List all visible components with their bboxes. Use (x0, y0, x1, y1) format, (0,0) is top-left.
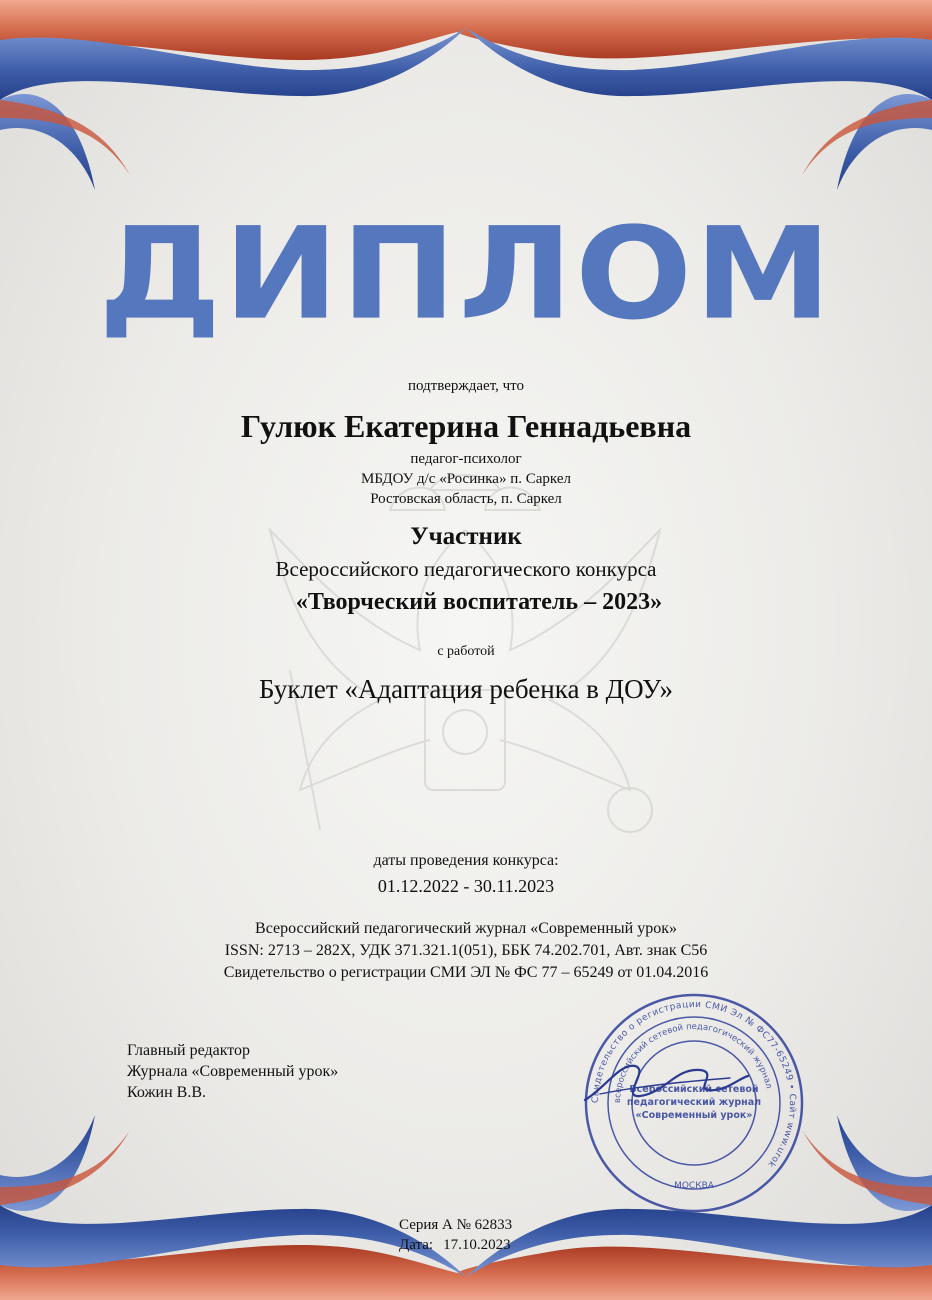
award-status: Участник (410, 523, 522, 550)
editor-signature (580, 1048, 750, 1108)
diploma-title: ДИПЛОМ (98, 199, 834, 348)
journal-name-line: Всероссийский педагогический журнал «Современный урок» (255, 920, 677, 937)
editor-journal: Журнала «Современный урок» (127, 1063, 339, 1080)
contest-name: «Творческий воспитатель – 2023» (295, 589, 663, 615)
top-ribbon-decoration (0, 0, 932, 190)
stamp-center-line1: Всероссийский сетевой (629, 1084, 759, 1095)
contest-description: Всероссийского педагогического конкурса (275, 557, 657, 581)
stamp-center-line3: «Современный урок» (635, 1110, 753, 1121)
bottom-ribbon-decoration (0, 1115, 932, 1300)
editor-name: Кожин В.В. (127, 1084, 206, 1101)
stamp-city: МОСКВА (674, 1181, 714, 1191)
diploma-serial-block (399, 1215, 512, 1255)
contest-dates-label: даты проведения конкурса: (373, 852, 559, 869)
recipient-name: Гулюк Екатерина Геннадьевна (240, 408, 692, 444)
recipient-organization: МБДОУ д/с «Росинка» п. Саркел (361, 471, 571, 487)
with-work-label: с работой (437, 644, 495, 659)
editor-role: Главный редактор (127, 1042, 251, 1059)
recipient-position: педагог-психолог (410, 451, 522, 467)
work-title: Буклет «Адаптация ребенка в ДОУ» (258, 674, 673, 704)
issue-date-label: Дата: (399, 1237, 434, 1253)
issue-date-value: 17.10.2023 (443, 1237, 511, 1253)
journal-issn-line: ISSN: 2713 – 282X, УДК 371.321.1(051), ББК 74.202.701, Авт. знак С56 (224, 942, 708, 959)
editor-signature-block (127, 1040, 338, 1103)
recipient-region: Ростовская область, п. Саркел (370, 491, 562, 507)
stamp-center-line2: педагогический журнал (626, 1097, 762, 1108)
contest-dates: 01.12.2022 - 30.11.2023 (377, 876, 555, 896)
journal-registration-line: Свидетельство о регистрации СМИ ЭЛ № ФС 77 – 65249 от 01.04.2016 (223, 964, 709, 981)
issue-date-row (399, 1235, 512, 1255)
confirms-text: подтверждает, что (407, 378, 525, 394)
stamp-outer-text: Свидетельство о регистрации СМИ Эл № ФС77-65249 • Сайт www.urok (590, 999, 798, 1170)
stamp-inner-ring-text: всероссийский сетевой педагогический журнал (612, 1021, 774, 1104)
series-number: Серия А № 62833 (399, 1217, 513, 1233)
